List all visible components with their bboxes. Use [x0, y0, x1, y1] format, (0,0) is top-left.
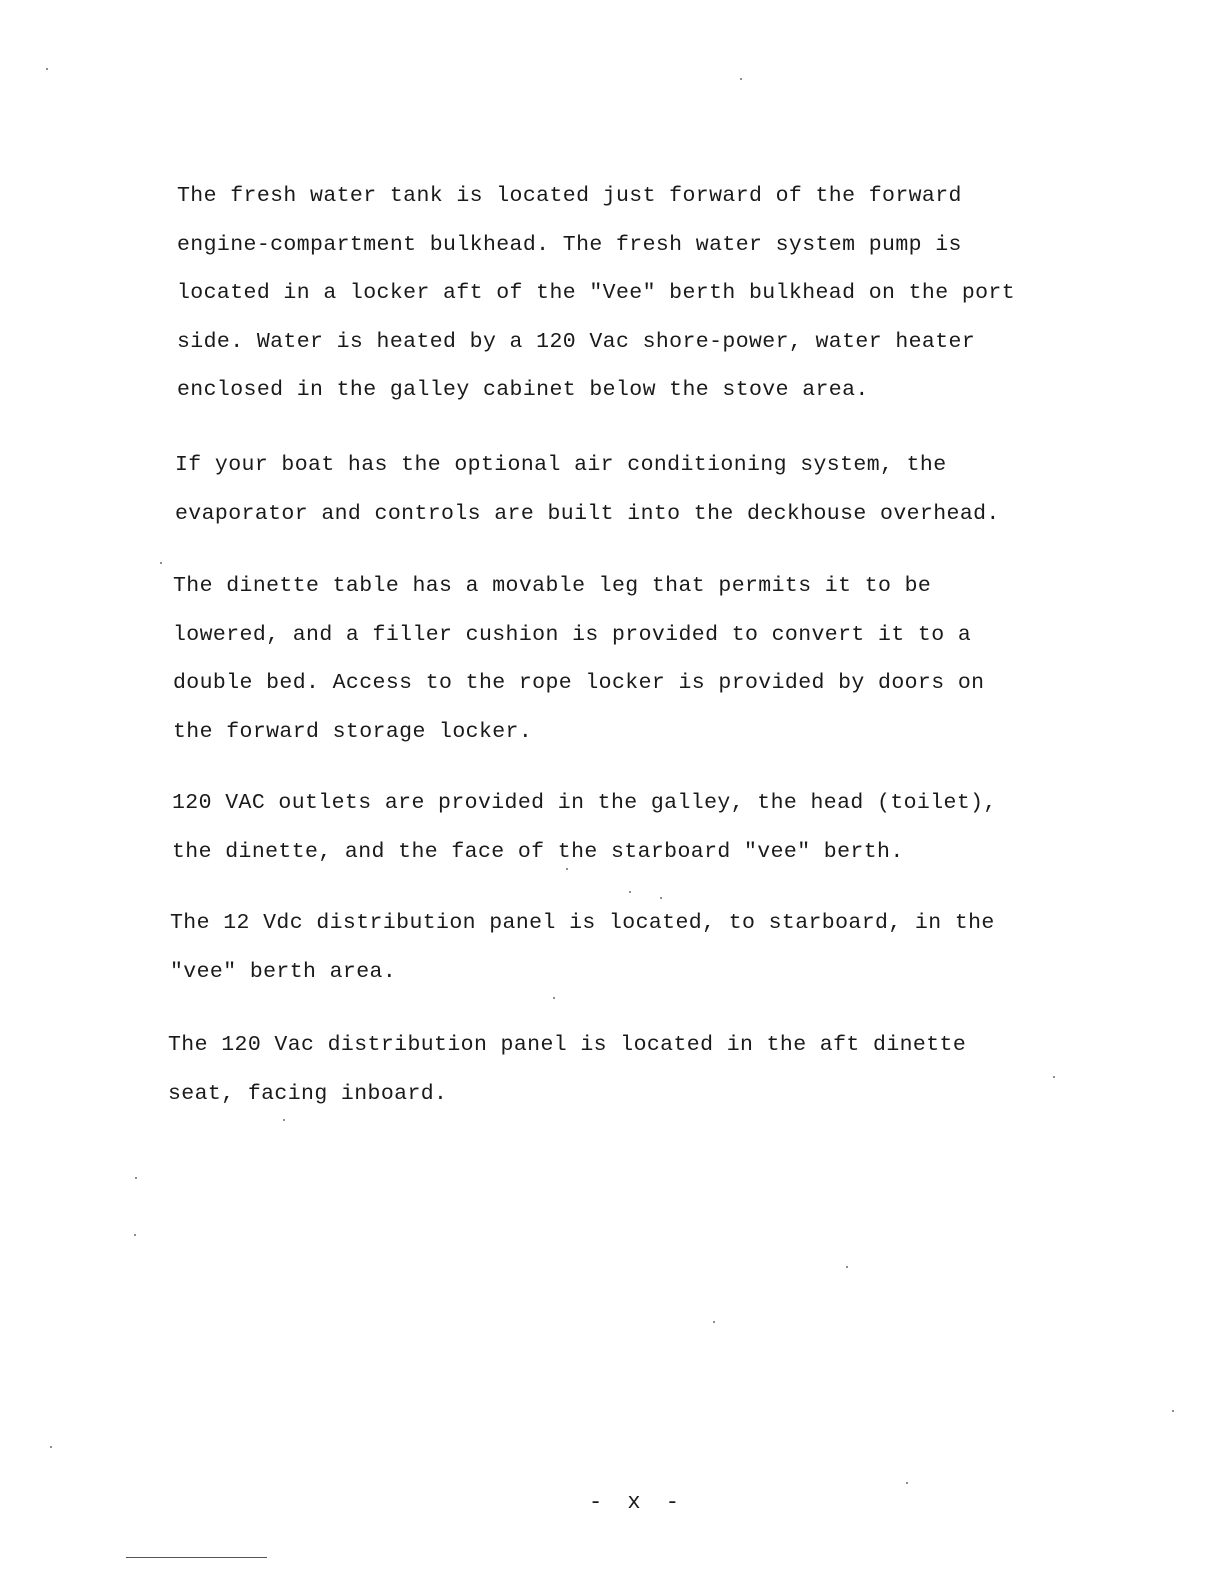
- scan-speck: [846, 1266, 848, 1268]
- scan-speck: [135, 1177, 137, 1179]
- scan-speck: [566, 868, 568, 870]
- scan-speck: [50, 1446, 52, 1448]
- paragraph-dinette-table: [173, 562, 984, 756]
- paragraph-120vac-panel: [168, 1021, 966, 1118]
- scan-speck: [713, 1321, 715, 1323]
- paragraph-fresh-water: [177, 172, 1015, 415]
- paragraph-vac-outlets: [172, 779, 997, 876]
- scan-speck: [660, 897, 662, 899]
- text-line: engine-compartment bulkhead. The fresh water system pump is: [177, 232, 962, 257]
- scan-speck: [1172, 1410, 1174, 1412]
- text-line: If your boat has the optional air conditioning system, the: [175, 453, 947, 477]
- page-number: - x -: [588, 1490, 685, 1515]
- text-line: evaporator and controls are built into the deckhouse overhead.: [175, 501, 1000, 526]
- scan-speck: [553, 997, 555, 999]
- scan-speck: [134, 1234, 136, 1236]
- scan-speck: [740, 78, 742, 80]
- text-line: located in a locker aft of the "Vee" berth bulkhead on the port: [177, 281, 1016, 306]
- text-line: lowered, and a filler cushion is provided to convert it to a: [173, 622, 972, 647]
- text-line: 120 VAC outlets are provided in the galley, the head (toilet),: [172, 791, 997, 815]
- scan-speck: [906, 1482, 908, 1484]
- text-line: The fresh water tank is located just forward of the forward: [177, 184, 962, 208]
- footer-rule: [126, 1557, 267, 1558]
- text-line: The 12 Vdc distribution panel is located, to starboard, in the: [170, 911, 995, 935]
- scan-speck: [283, 1119, 285, 1121]
- scan-speck: [46, 68, 48, 70]
- text-line: The 120 Vac distribution panel is located in the aft dinette: [168, 1033, 967, 1057]
- text-line: side. Water is heated by a 120 Vac shore-power, water heater: [177, 329, 976, 354]
- scan-speck: [629, 891, 631, 893]
- text-line: enclosed in the galley cabinet below the stove area.: [177, 378, 869, 403]
- paragraph-air-conditioning: [175, 441, 1000, 538]
- scan-speck: [1053, 1076, 1055, 1078]
- text-line: the dinette, and the face of the starboard "vee" berth.: [172, 839, 904, 864]
- scan-speck: [160, 562, 162, 564]
- text-line: the forward storage locker.: [173, 719, 533, 744]
- paragraph-12vdc-panel: [170, 899, 995, 996]
- text-line: The dinette table has a movable leg that permits it to be: [173, 574, 932, 598]
- text-line: "vee" berth area.: [170, 959, 397, 984]
- text-line: double bed. Access to the rope locker is provided by doors on: [173, 671, 985, 696]
- text-line: seat, facing inboard.: [168, 1081, 448, 1106]
